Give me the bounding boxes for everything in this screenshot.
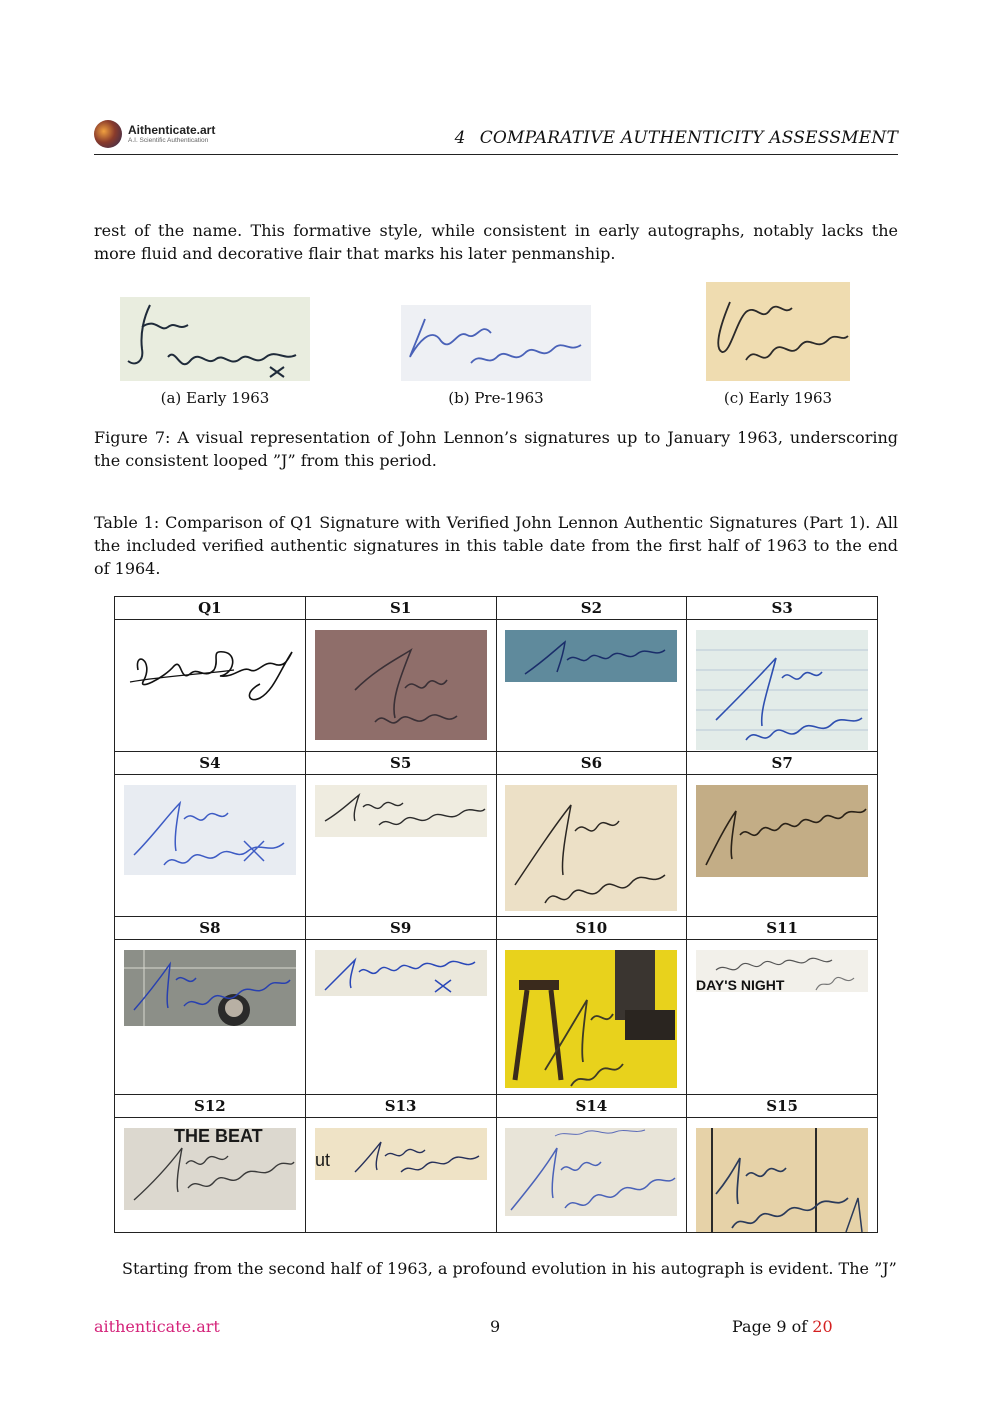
header-s4: S4 (115, 752, 306, 775)
cell-s1 (305, 620, 496, 752)
aithenticate-logo (94, 120, 215, 148)
cell-s8 (115, 940, 306, 1095)
page-header (94, 118, 898, 155)
footer-page-count (732, 1317, 833, 1336)
figure-7-caption: Figure 7: A visual representation of John Lennon’s signatures up to January 1963, underscoring the consistent looped ”J” from this period. (94, 428, 898, 470)
cell-s3 (687, 620, 878, 752)
signature-image-s9 (315, 950, 487, 996)
header-s2: S2 (496, 597, 687, 620)
cell-s11 (687, 940, 878, 1095)
header-s8: S8 (115, 917, 306, 940)
table-header-row (115, 917, 878, 940)
table-row (115, 1118, 878, 1233)
signature-image-s13 (315, 1128, 487, 1180)
signature-image-s12 (124, 1128, 296, 1210)
signature-image-b (401, 305, 591, 381)
signature-image-s1 (315, 630, 487, 740)
cell-s2 (496, 620, 687, 752)
signature-image-q1 (124, 630, 296, 710)
footer-site-link[interactable]: aithenticate.art (94, 1317, 220, 1336)
header-s14: S14 (496, 1095, 687, 1118)
header-s7: S7 (687, 752, 878, 775)
footer-page-number: 9 (490, 1317, 501, 1336)
header-s5: S5 (305, 752, 496, 775)
header-s10: S10 (496, 917, 687, 940)
logo-name: Aithenticate.art (128, 122, 216, 137)
paragraph-top: rest of the name. This formative style, while consistent in early autographs, notably lacks the more fluid and decorative flair that marks his later penmanship. (94, 221, 898, 263)
table-header-row (115, 752, 878, 775)
signature-image-s2 (505, 630, 677, 682)
logo-icon (94, 120, 122, 148)
s12-printed-text: THE BEAT (173, 1128, 263, 1146)
table-row (115, 940, 878, 1095)
header-s3: S3 (687, 597, 878, 620)
header-s6: S6 (496, 752, 687, 775)
cell-s10 (496, 940, 687, 1095)
cell-s12 (115, 1118, 306, 1233)
table-header-row (115, 597, 878, 620)
s13-printed-text: ut (314, 1150, 330, 1170)
subfigure-b (401, 305, 591, 407)
signature-image-s15 (696, 1128, 868, 1232)
signature-image-s8 (124, 950, 296, 1026)
signature-comparison-table (114, 596, 878, 1233)
cell-s13 (305, 1118, 496, 1233)
header-s11: S11 (687, 917, 878, 940)
cell-q1 (115, 620, 306, 752)
subfigure-c (706, 282, 850, 407)
header-s13: S13 (305, 1095, 496, 1118)
section-number: 4 (454, 128, 466, 148)
cell-s4 (115, 775, 306, 917)
section-title: COMPARATIVE AUTHENTICITY ASSESSMENT (479, 128, 898, 148)
header-s9: S9 (305, 917, 496, 940)
cell-s6 (496, 775, 687, 917)
signature-image-c (706, 282, 850, 381)
signature-image-a (120, 297, 310, 381)
paragraph-bottom: Starting from the second half of 1963, a profound evolution in his autograph is evident. The ”J” (122, 1259, 897, 1278)
header-s12: S12 (115, 1095, 306, 1118)
signature-image-s3 (696, 630, 868, 750)
signature-image-s10 (505, 950, 677, 1088)
logo-tagline: A.I. Scientific Authentication (128, 136, 209, 144)
signature-image-s14 (505, 1128, 677, 1216)
subfigure-b-caption: (b) Pre-1963 (448, 389, 544, 407)
signature-image-s5 (315, 785, 487, 837)
cell-s14 (496, 1118, 687, 1233)
signature-image-s6 (505, 785, 677, 911)
s11-printed-text: DAY'S NIGHT (696, 977, 785, 992)
running-head (455, 128, 898, 148)
header-s15: S15 (687, 1095, 878, 1118)
header-s1: S1 (305, 597, 496, 620)
subfigure-c-caption: (c) Early 1963 (723, 389, 833, 407)
table-row (115, 775, 878, 917)
signature-image-s4 (124, 785, 296, 875)
signature-image-s7 (696, 785, 868, 877)
table-row (115, 620, 878, 752)
subfigure-a-caption: (a) Early 1963 (160, 389, 270, 407)
cell-s9 (305, 940, 496, 1095)
cell-s5 (305, 775, 496, 917)
footer-page-total[interactable]: 20 (812, 1317, 833, 1336)
footer-page-prefix: Page 9 of (732, 1317, 808, 1336)
signature-image-s11 (696, 950, 868, 992)
cell-s15 (687, 1118, 878, 1233)
subfigure-a (120, 297, 310, 407)
table-1-caption: Table 1: Comparison of Q1 Signature with Verified John Lennon Authentic Signatures (Part 1). All the included verified authentic signatures in this table date from the first half of 1963 to the end of 1964. (94, 513, 898, 578)
figure-7 (94, 282, 898, 412)
header-q1: Q1 (115, 597, 306, 620)
table-header-row (115, 1095, 878, 1118)
cell-s7 (687, 775, 878, 917)
